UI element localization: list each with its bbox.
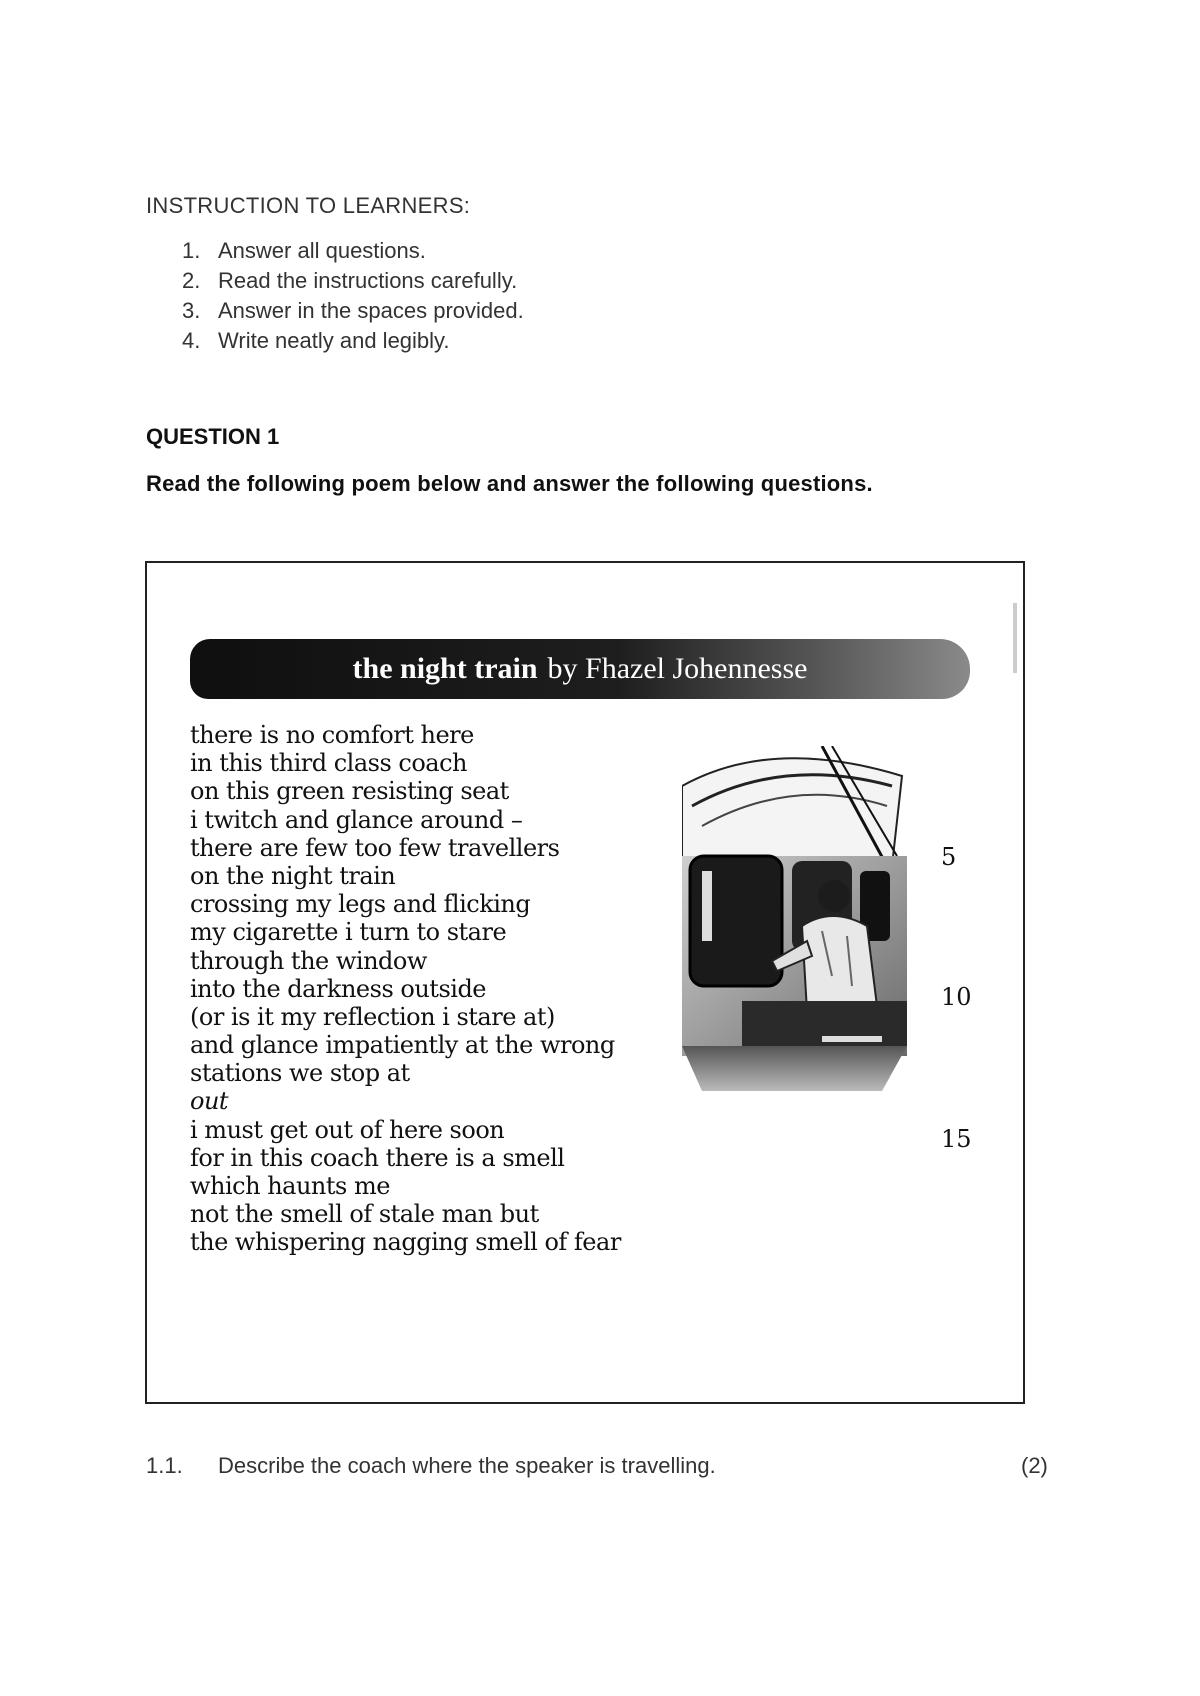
poem-line: crossing my legs and flicking: [190, 890, 531, 919]
poem-line: and glance impatiently at the wrong: [190, 1031, 615, 1060]
line-number: 15: [941, 1125, 972, 1153]
question-1-title: QUESTION 1: [146, 424, 280, 449]
train-passenger-illustration: [682, 746, 912, 1091]
poem-line: there are few too few travellers: [190, 833, 560, 862]
question-1-intro: Read the following poem below and answer the following questions.: [146, 471, 873, 496]
poem-lines: [190, 721, 621, 1257]
line-number: 10: [941, 983, 972, 1011]
question-1-1-marks: (2): [1021, 1453, 1048, 1478]
poem-title-banner: [190, 639, 970, 699]
poem-line: which haunts me: [190, 1172, 390, 1200]
poem-line: on the night train: [190, 861, 396, 890]
poem-line: for in this coach there is a smell: [190, 1143, 565, 1172]
poem-box: [145, 561, 1025, 1404]
poem-line: out: [190, 1087, 229, 1116]
instructions-heading: INSTRUCTION TO LEARNERS:: [146, 193, 471, 218]
poem-line: i must get out of here soon: [190, 1115, 505, 1144]
poem-line: the whispering nagging smell of fear: [190, 1228, 621, 1257]
poem-line: i twitch and glance around –: [190, 805, 523, 834]
poem-line: not the smell of stale man but: [190, 1200, 539, 1229]
poem-line: through the window: [190, 946, 427, 975]
poem-title: the night train: [352, 652, 538, 685]
line-number: 5: [941, 843, 957, 871]
poem-line: my cigarette i turn to stare: [190, 918, 507, 947]
question-1-1-number: 1.1.: [146, 1453, 183, 1478]
poem-line: (or is it my reflection i stare at): [190, 1002, 555, 1031]
poem-line: there is no comfort here: [190, 721, 474, 749]
scan-edge-mark: [1013, 603, 1017, 673]
poem-line: on this green resisting seat: [190, 777, 509, 806]
poem-line: in this third class coach: [190, 749, 468, 778]
poem-line: into the darkness outside: [190, 974, 487, 1003]
poem-line: stations we stop at: [190, 1059, 410, 1088]
question-1-1-text: Describe the coach where the speaker is travelling.: [218, 1453, 716, 1478]
poem-byline: by Fhazel Johennesse: [547, 652, 808, 685]
